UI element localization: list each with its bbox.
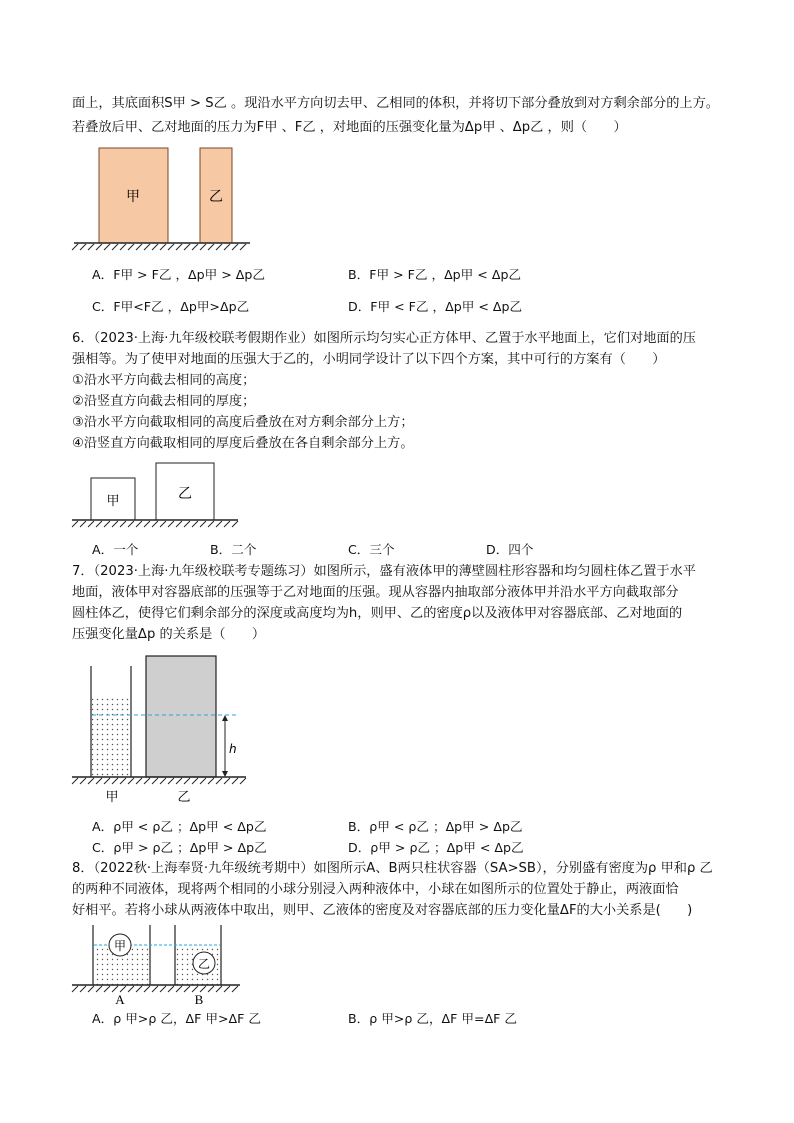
q7-label-yi: 乙: [177, 790, 191, 805]
q7-option-c[interactable]: C．ρ甲 > ρ乙 ；Δp甲 > Δp乙: [92, 840, 267, 855]
q6-figure: [70, 460, 245, 535]
q6-plan-3: ③沿水平方向截取相同的高度后叠放在对方剩余部分上方；: [72, 415, 414, 430]
q5-label-yi: 乙: [209, 189, 223, 205]
q7-liquid-jia: [92, 696, 130, 776]
q5-option-d[interactable]: D．F甲 < F乙 ，Δp甲 < Δp乙: [348, 299, 523, 314]
q6-option-c[interactable]: C．三个: [348, 542, 395, 557]
q7-option-b[interactable]: B．ρ甲 < ρ乙 ；Δp甲 > Δp乙: [348, 819, 523, 834]
q8-figure: [70, 922, 245, 1007]
q6-plan-4: ④沿竖直方向截取相同的厚度后叠放在各自剩余部分上方。: [72, 436, 414, 451]
q6-option-a[interactable]: A．一个: [92, 542, 139, 557]
q6-stem-line1: 6．（2023·上海·九年级校联考假期作业）如图所示均匀实心正方体甲、乙置于水平地面上，它们对地面的压: [72, 331, 696, 346]
q8-option-b[interactable]: B．ρ 甲>ρ 乙，ΔF 甲=ΔF 乙: [348, 1011, 518, 1026]
q8-ground-hatch: [72, 986, 238, 992]
q7-cylinder-yi: [146, 656, 216, 777]
q6-ground-hatch: [72, 521, 238, 527]
q7-option-d[interactable]: D．ρ甲 > ρ乙 ；Δp甲 < Δp乙: [348, 840, 524, 855]
q6-stem-line2: 强相等。为了使甲对地面的压强大于乙的，小明同学设计了以下四个方案，其中可行的方案有（ ）: [72, 352, 666, 367]
q6-plan-1: ①沿水平方向截去相同的高度；: [72, 373, 256, 388]
q7-label-jia: 甲: [105, 790, 119, 805]
q7-h-label: h: [229, 742, 237, 756]
q6-option-b[interactable]: B．二个: [210, 542, 257, 557]
q7-figure: [70, 652, 250, 812]
q8-ball-jia-label: 甲: [113, 939, 127, 953]
q8-container-b-label: B: [194, 992, 204, 1007]
q6-option-d[interactable]: D．四个: [486, 542, 534, 557]
q8-stem-line1: 8．（2022秋·上海奉贤·九年级统考期中）如图所示A、B两只柱状容器（SA>SB），分别盛有密度为ρ 甲和ρ 乙: [72, 861, 713, 876]
q7-stem-line1: 7．（2023·上海·九年级校联考专题练习）如图所示，盛有液体甲的薄壁圆柱形容器和均匀圆柱体乙置于水平: [72, 564, 696, 579]
q8-option-a[interactable]: A．ρ 甲>ρ 乙，ΔF 甲>ΔF 乙: [92, 1011, 262, 1026]
q7-ground-hatch: [72, 778, 246, 784]
q8-container-a-label: A: [115, 992, 125, 1007]
q7-stem-line3: 圆柱体乙，使得它们剩余部分的深度或高度均为h，则甲、乙的密度ρ以及液体甲对容器底部、乙对地面的: [72, 606, 683, 621]
q6-label-jia: 甲: [106, 494, 120, 509]
q6-label-yi: 乙: [178, 486, 192, 502]
q8-ball-yi-label: 乙: [197, 957, 211, 971]
q6-plan-2: ②沿竖直方向截去相同的厚度；: [72, 394, 256, 409]
q7-stem-line4: 压强变化量Δp 的关系是（ ）: [72, 627, 266, 642]
q7-stem-line2: 地面，液体甲对容器底部的压强等于乙对地面的压强。现从容器内抽取部分液体甲并沿水平方向截取部分: [72, 585, 679, 600]
q7-option-a[interactable]: A．ρ甲 < ρ乙 ；Δp甲 < Δp乙: [92, 819, 267, 834]
q5-figure: [70, 144, 255, 254]
q7-h-arrow-top: [222, 715, 228, 721]
q5-stem-line2: 若叠放后甲、乙对地面的压力为F甲 、F乙 ，对地面的压强变化量为Δp甲 、Δp乙 ，则（ ）: [72, 120, 627, 135]
q5-label-jia: 甲: [126, 189, 140, 205]
q8-stem-line3: 好相平。若将小球从两液体中取出，则甲、乙液体的密度及对容器底部的压力变化量ΔF的大小关系是( ): [72, 903, 693, 918]
q5-ground-hatch: [72, 244, 246, 250]
q8-stem-line2: 的两种不同液体，现将两个相同的小球分别浸入两种液体中，小球在如图所示的位置处于静止，两液面恰: [72, 882, 679, 897]
q5-option-c[interactable]: C．F甲<F乙 ，Δp甲>Δp乙: [92, 299, 250, 314]
q5-option-a[interactable]: A．F甲 > F乙 ，Δp甲 > Δp乙: [92, 267, 266, 282]
q5-option-b[interactable]: B．F甲 > F乙 ，Δp甲 < Δp乙: [348, 267, 522, 282]
q7-h-arrow-bottom: [222, 771, 228, 777]
q5-stem-line1: 面上，其底面积S甲 > S乙 。现沿水平方向切去甲、乙相同的体积，并将切下部分叠放到对方剩余部分的上方。: [72, 96, 719, 111]
